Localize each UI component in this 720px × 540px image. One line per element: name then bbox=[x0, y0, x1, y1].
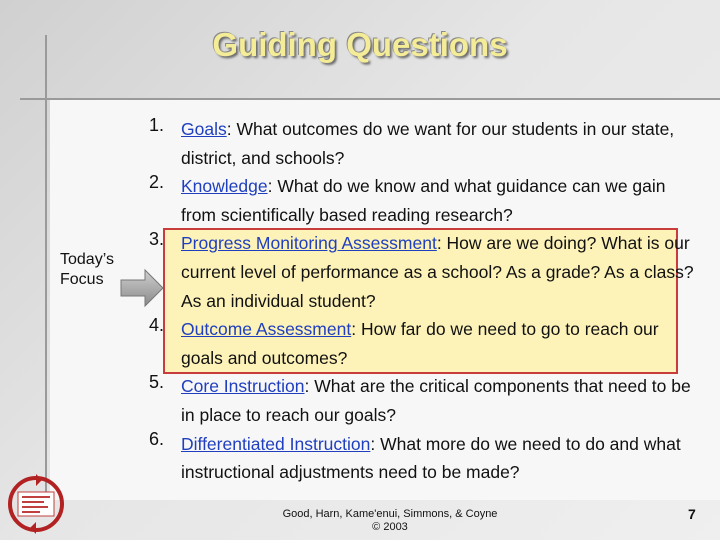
page-number: 7 bbox=[688, 506, 696, 522]
question-item-1 bbox=[181, 115, 701, 172]
questions-list bbox=[181, 115, 701, 487]
question-item-3 bbox=[181, 229, 701, 315]
question-item-4 bbox=[181, 315, 701, 372]
item-number-4: 4. bbox=[148, 315, 164, 335]
footer-citation bbox=[240, 508, 540, 534]
divider-horizontal bbox=[20, 98, 720, 100]
footer-authors: Good, Harn, Kame'enui, Simmons, & Coyne bbox=[282, 508, 498, 520]
question-item-5 bbox=[181, 372, 701, 429]
progress-monitoring-link[interactable]: Progress Monitoring Assessment bbox=[181, 233, 437, 254]
differentiated-instruction-link[interactable]: Differentiated Instruction bbox=[181, 433, 371, 454]
question-item-6 bbox=[181, 430, 701, 487]
item-number-6: 6. bbox=[148, 429, 164, 449]
item-number-1: 1. bbox=[148, 115, 164, 135]
todays-focus-line1: Today’s bbox=[60, 251, 114, 268]
core-instruction-link[interactable]: Core Instruction bbox=[181, 376, 305, 397]
knowledge-link[interactable]: Knowledge bbox=[181, 176, 268, 197]
slide-title: Guiding Questions bbox=[212, 26, 508, 63]
todays-focus-line2: Focus bbox=[60, 271, 104, 288]
question-text-1: : What outcomes do we want for our students in our state, district, and schools? bbox=[181, 119, 675, 168]
outcome-assessment-link[interactable]: Outcome Assessment bbox=[181, 319, 352, 340]
goals-link[interactable]: Goals bbox=[181, 119, 227, 139]
question-text-3: : How are we doing? What is our current level of performance as a school? As a grade? As a class? As an individual student? bbox=[181, 233, 694, 311]
divider-vertical bbox=[45, 35, 47, 505]
item-number-3: 3. bbox=[148, 229, 164, 249]
question-text-6: : What more do we need to do and what instructional adjustments need to be made? bbox=[181, 433, 681, 483]
todays-focus-label bbox=[60, 250, 114, 290]
question-item-2 bbox=[181, 172, 701, 229]
item-number-5: 5. bbox=[148, 372, 164, 392]
question-text-2: : What do we know and what guidance can we gain from scientifically based reading research? bbox=[181, 176, 666, 225]
item-number-2: 2. bbox=[148, 172, 164, 192]
footer-copyright: © 2003 bbox=[372, 521, 408, 533]
question-text-4: : How far do we need to go to reach our goals and outcomes? bbox=[181, 319, 659, 368]
question-text-5: : What are the critical components that need to be in place to reach our goals? bbox=[181, 376, 691, 425]
cycle-diagram-icon bbox=[2, 468, 70, 538]
arrow-right-icon bbox=[119, 268, 165, 308]
